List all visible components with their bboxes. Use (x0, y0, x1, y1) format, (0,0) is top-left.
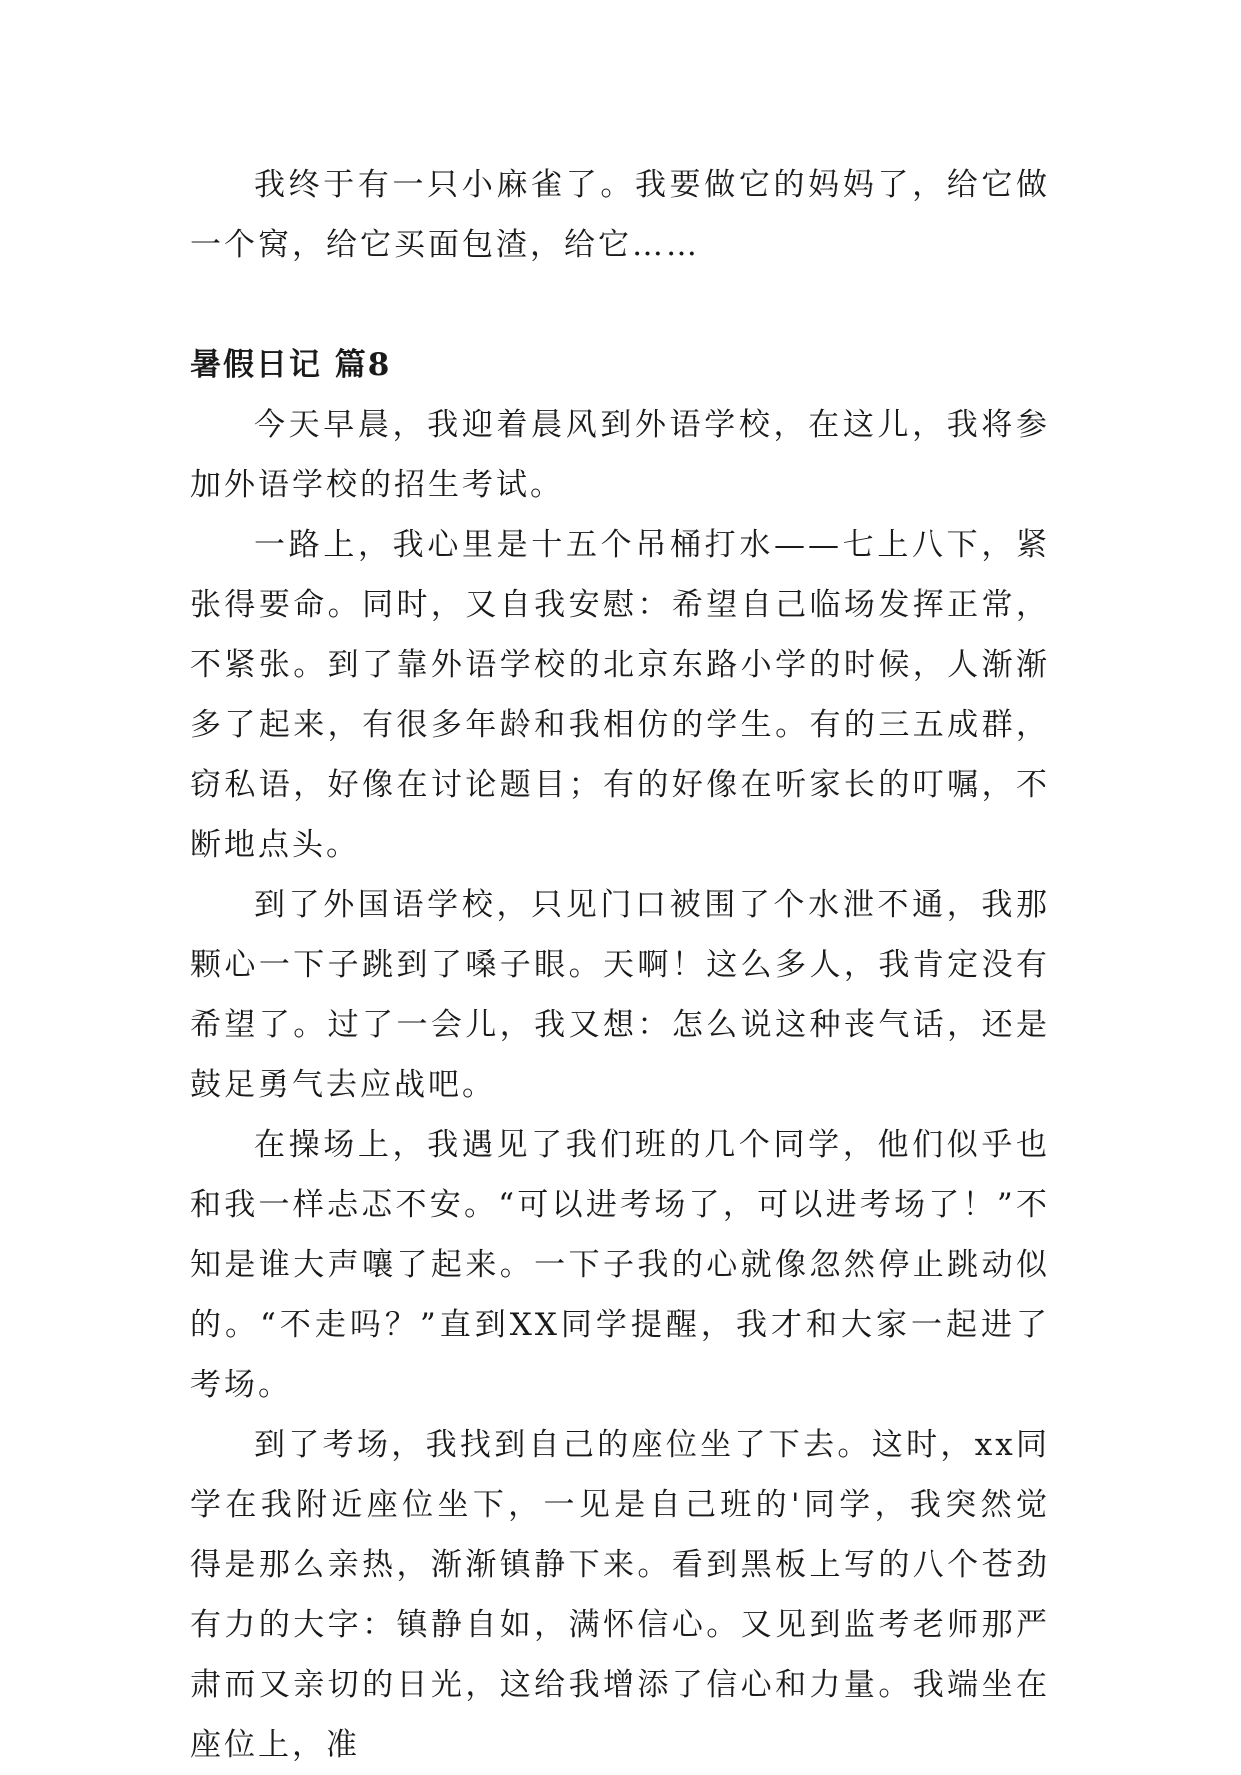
paragraph-5: 到了考场，我找到自己的座位坐了下去。这时，xx同学在我附近座位坐下，一见是自己班的'同学，我突然觉得是那么亲热，渐渐镇静下来。看到黑板上写的八个苍劲有力的大字：镇静自如，满怀信心。又见到监考老师那严肃而又亲切的日光，这给我增添了信心和力量。我端坐在座位上，准 (190, 1427, 1050, 1763)
document-body (190, 155, 1050, 1775)
section-title: 暑假日记 篇8 (190, 347, 392, 383)
intro-paragraph: 我终于有一只小麻雀了。我要做它的妈妈了，给它做一个窝，给它买面包渣，给它…… (190, 167, 1050, 263)
paragraph-2: 一路上，我心里是十五个吊桶打水——七上八下，紧张得要命。同时，又自我安慰：希望自己临场发挥正常，不紧张。到了靠外语学校的北京东路小学的时候，人渐渐多了起来，有很多年龄和我相仿的学生。有的三五成群，窃私语，好像在讨论题目；有的好像在听家长的叮嘱，不断地点头。 (190, 527, 1050, 863)
paragraph-3: 到了外国语学校，只见门口被围了个水泄不通，我那颗心一下子跳到了嗓子眼。天啊！这么多人，我肯定没有希望了。过了一会儿，我又想：怎么说这种丧气话，还是鼓足勇气去应战吧。 (190, 887, 1050, 1103)
paragraph-1: 今天早晨，我迎着晨风到外语学校，在这儿，我将参加外语学校的招生考试。 (190, 407, 1050, 503)
paragraph-4: 在操场上，我遇见了我们班的几个同学，他们似乎也和我一样忐忑不安。“可以进考场了，可以进考场了！”不知是谁大声嚷了起来。一下子我的心就像忽然停止跳动似的。“不走吗？”直到XX同学提醒，我才和大家一起进了考场。 (190, 1127, 1050, 1403)
